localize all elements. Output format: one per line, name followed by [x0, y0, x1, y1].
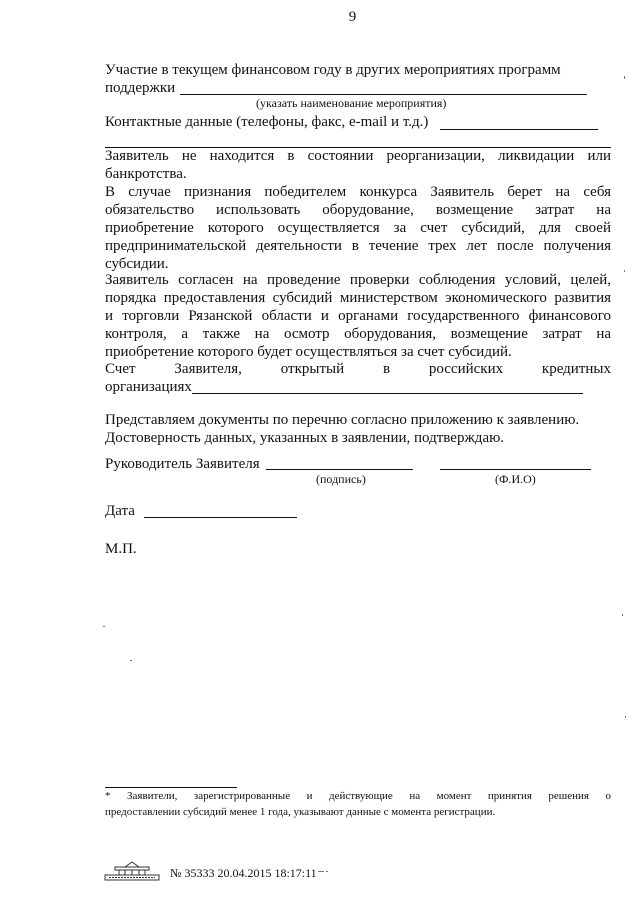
statement-1-line-1: Заявитель не находится в состоянии реорганизации, ликвидации или [105, 148, 611, 164]
scan-speck [103, 626, 105, 627]
accuracy-declaration: Достоверность данных, указанных в заявлении, подтверждаю. [105, 430, 505, 446]
scan-speck [624, 270, 625, 272]
statement-2-line-1: В случае признания победителем конкурса Заявитель берет на себя [105, 184, 611, 200]
building-icon [103, 859, 161, 883]
documents-declaration: Представляем документы по перечню согласно приложению к заявлению. [105, 412, 580, 428]
statement-3-line-2: порядка предоставления субсидий министерством экономического развития [105, 290, 611, 306]
statement-3-line-5: приобретение которого будет осуществляться за счет субсидий. [105, 344, 512, 360]
contacts-label: Контактные данные (телефоны, факс, e-mail и т.д.) [105, 114, 429, 130]
footnote-line-1: * Заявители, зарегистрированные и действующие на момент принятия решения о [105, 790, 611, 802]
statement-3-line-4: контроля, а также на осмотр оборудования, возмещение затрат на [105, 326, 611, 342]
statement-1-line-2: банкротства. [105, 166, 187, 182]
footnote-separator [105, 787, 237, 788]
page-number: 9 [348, 9, 357, 25]
registration-number: № 35333 20.04.2015 18:17:11 [170, 866, 317, 880]
scan-speck [625, 716, 626, 718]
statement-2-line-5: субсидии. [105, 256, 169, 272]
support-input-line [180, 94, 587, 95]
bank-input-line [192, 393, 583, 394]
statement-3-line-3: и торговли Рязанской области и органами государственного финансового [105, 308, 611, 324]
support-hint: (указать наименование мероприятия) [256, 96, 447, 110]
scan-speck [624, 76, 625, 79]
full-name-hint: (Ф.И.О) [495, 472, 536, 486]
support-line-1: Участие в текущем финансовом году в других мероприятиях программ [105, 62, 561, 78]
signature-line [266, 469, 413, 470]
registry-logo [103, 859, 161, 883]
date-line [144, 517, 297, 518]
footnote-line-2: предоставлении субсидий менее 1 года, указывают данные с момента регистрации. [105, 806, 496, 818]
statement-2-line-2: обязательство использовать оборудование, возмещение затрат на [105, 202, 611, 218]
signature-label: Руководитель Заявителя [105, 456, 260, 472]
statement-2-line-4: предпринимательской деятельности в течение трех лет после получения [105, 238, 611, 254]
statement-3-line-1: Заявитель согласен на проведение проверки соблюдения условий, целей, [105, 272, 611, 288]
contacts-input-line-1 [440, 129, 598, 130]
statement-2-line-3: приобретение которого осуществляется за счет субсидий, для своей [105, 220, 611, 236]
statement-4-line-1: Счет Заявителя, открытый в российских кредитных [105, 361, 611, 377]
scan-speck [130, 660, 132, 661]
scan-speck [622, 614, 623, 616]
support-line-2: поддержки [105, 80, 176, 96]
date-label: Дата [105, 503, 135, 519]
statement-4-line-2: организациях [105, 379, 192, 395]
scan-speck [318, 871, 324, 872]
scan-speck [326, 871, 328, 872]
stamp-label: М.П. [105, 541, 137, 557]
signature-hint: (подпись) [316, 472, 366, 486]
full-name-line [440, 469, 591, 470]
